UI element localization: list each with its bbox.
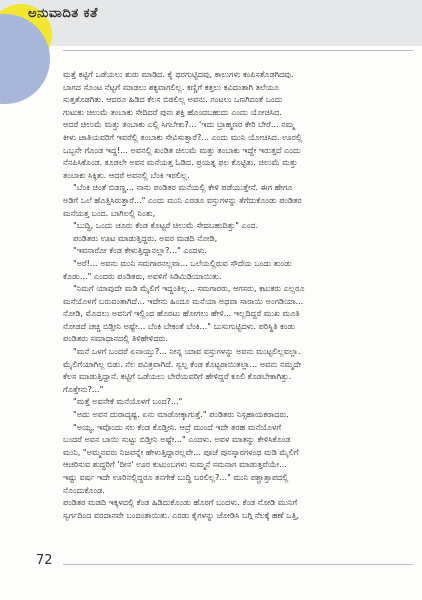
text-line: ಪಂಡಿತರ ಮಡದಿ ಇಕ್ಕಳದಲ್ಲಿ ಕೆಂಡ ಹಿಡಿದುಕೊಂಡು ಹೊರಗೆ ಬಂದಳು. ಕೆಂಡ ನೋಡಿ ಮುನಿಗೆ — [63, 497, 298, 508]
bottom-rule — [63, 564, 413, 565]
text-line: ನೆನಪಿಸಿಕೊಂಡ. ಕೂಡಲೇ ಅವನ ಮನೆಯತ್ತ ಓಡಿದ. ಪ್ರಯತ್ನ ಫಲ ಕೊಟ್ಟಿತು. ಚಿಲುಮೆ ಮತ್ತು — [63, 157, 298, 168]
text-line: ಇಷ್ಟು ವರ್ಷ ಇದೇ ಊರಿನಲ್ಲಿದ್ದರೂ ತನಗೇಕೆ ಬುದ್ಧಿ ಬರಲಿಲ್ಲ?..." ಮುನಿ ಪಶ್ಚಾತ್ತಾಪದಲ್ಲಿ — [63, 472, 289, 482]
text-line: ಆಚರಿಸುವ ಶುದ್ಧರಿಗೆ 'ದೀನ' ಊರ ಕುಟುಂಬಗಳು ಸುಮ್ಮನೆ ಸಮನಾಗ ಮಾಡುತ್ತವೆಯೇ... — [63, 459, 287, 470]
text-line: ಕೊಡು..." ಎಂದರು ಪಂಡಿತರು, ಅವಳಿಗೆ ಸಿಡಿಮಿಡಿಯಾಯಿತು. — [63, 270, 222, 281]
text-line: ಅಡಿಗೆ ಒಲೆ ಹೊತ್ತಿಸಿರುತ್ತಾರೆ..." ಎಂದು ಮುನಿ ಎರಡೂ ವಸ್ತುಗಳನ್ನು ತೆಗೆದುಕೊಂಡು ಪಂಡಿತರ — [63, 194, 302, 205]
text-line: "ಬುದ್ಧಿ, ಒಂದು ಚೂರು ಕೆಂಡ ಕೊಟ್ಟರೆ ಚಿಲುಮೆ ಸೇದಬಹುದಿತ್ತು" ಎಂದ. — [73, 220, 259, 231]
text-line: ಆದರೆ ಚಿಲುಮೆ ಮತ್ತು ತಂಬಾಕು ಎಲ್ಲಿ ಸಿಗಬೇಕು?... 'ಇದು ಬ್ರಾಹ್ಮಣರ ಕೇರಿ ಬೇರೆ... ನಮ್ಮ — [63, 119, 295, 130]
text-line: ಒಬ್ಬನೇ ಗೊಂಡ ಇದ್ದ!... ಅವನಲ್ಲಿ ಖಂಡಿತ ಚಿಲುಮೆ ಮತ್ತು ತಂಬಾಕು ಇದ್ದೇ ಇರುತ್ತದೆ ಎಂದು — [63, 144, 301, 155]
text-line: ಮತ್ತೆ ಕಟ್ಟಿಗೆ ಒಡೆಯಲು ಶುರು ಮಾಡಿದ. ಕೈ ಥರಗುಟ್ಟಿದವು, ಕಾಲುಗಳು ಕಂಪಿಸತೊಡಗಿದವು. — [63, 69, 294, 79]
text-line: "ಅಯ್ಯ, ಇವೊಂದು ಸಲ ಕೆಂಡ ಕೊಡ್ತೀನಿ. ಆದ್ರೆ ಮುಂದೆ ಇದೇ ತರಹ ಮನೆಯೊಳಗೆ — [73, 421, 282, 432]
text-line: ನೊಂದುಕೊಂಡ. — [63, 484, 105, 495]
text-line: ನೋಡದೆ ಚಚ್ಚಿ ಬಿಡ್ತೀನಿ ಅಷ್ಟೇ... ಬೆಂಕಿ ಬೇಕಂತೆ ಬೆಂಕಿ..." ಬುಸುಗುಟ್ಟಿದಳು. ಪರಿಸ್ಥಿತಿ ಕಂಡು — [63, 320, 296, 331]
text-line: ಮನೆಯೊಳಗೆ ಬರುವಂತಾಗಿದೆ... ಇದೇನು ಹಿಂದೂ ಮನೆಯಾ ಅಥವಾ ಸಾರಾಯಿ ಅಂಗಡಿಯಾ... — [63, 295, 304, 306]
text-line: ಮೈಲಿಗೆಯಾಗಿಲ್ಲ ಬಿಡು. ನೆಲ ಪವಿತ್ರವಾಗಿದೆ. ಸ್ವಲ್ಪ ಕೆಂಡ ಕೊಟ್ಟರಾಯಿತಲ್ಲಾ... ಅವನು ನಮ್ಮದೇ — [63, 358, 302, 369]
text-line: ತಂಬಾಕು ಸಿಕ್ಕಿತು. ಆದರೆ ಅವನಲ್ಲಿ ಬೆಂಕಿ ಇರಲಿಲ್ಲ. — [63, 169, 190, 180]
text-line: ಕೀಳು ಜಾತಿಯವರಿಗೆ ಇವರೆಲ್ಲಿ ತಂಬಾಕು ಸೇವಿಸುತ್ತಾರೆ?... ಎಂದು ಮುನಿ ಯೋಚಿಸಿದ. ಊರಲ್ಲಿ — [63, 131, 303, 142]
text-line: "ಮನೆ ಒಳಗೆ ಬಂದರೆ ಏನಾಯ್ತು?... ನೀನ್ನ ಯಾವ ವಸ್ತುಗಳನ್ನು ಅವನು ಮುಟ್ಟಲಿಲ್ಲವಲ್ಲಾ. — [73, 346, 301, 357]
text-line: ಗುಟುಕು ಚಿಲುಮೆ ತಂಬಾಕು ಸೇದಿದರೆ ಪುನಃ ಶಕ್ತಿ ಹೊಂದಬಹುದು ಎಂದು ಯೋಚಿಸಿದ. — [63, 106, 282, 117]
text-line: ಗೊತ್ತೇನು?..." — [63, 383, 104, 394]
text-line: ಕೆಲಸ ಮಾಡುತ್ತಿದ್ದಾನೆ. ಕಟ್ಟಿಗೆ ಒಡೆಯಲು ಬೇರೆಯವರಿಗೆ ಹೇಳಿದ್ದರೆ ಕೂಲಿ ಕೊಡಬೇಕಾಗಿತ್ತು. — [63, 371, 292, 382]
text-line: ಬಂದರೆ ಅವನ ಬಾಯಿ ಸುಟ್ಟು ಬಿಡ್ತೀನಿ ಅಷ್ಟೇ..." ಎಂದಳು. ಅವಳ ಮಾತನ್ನು ಕೇಳಿಸಿಕೊಂಡ — [63, 434, 291, 445]
text-line: ಸುತ್ತತೊಡಗಿತು. ಆದರೂ ಹಿಡಿದ ಕೆಲಸ ಬಿಡಲಿಲ್ಲ ಅವನು. ಗಂಟಲು ಒಣಗಿದಂತೆ ಒಂದು — [63, 94, 283, 105]
text-line: ಬಾಗದ ಸೊಂಟ ನೆಟ್ಟಗೆ ಮಾಡಲು ಶಕ್ಯವಾಗಲಿಲ್ಲ. ಕಣ್ಣಿಗೆ ಕತ್ತಲು ಕವಿದಂತಾಗಿ ತಲೆಯೂ — [63, 81, 280, 92]
text-line: ಮನೆಯತ್ತ ಬಂದ. ಬಾಗಿಲಲ್ಲಿ ನಿಂತು, — [63, 207, 156, 218]
text-line: ಪಂಡಿತರು ಊಟ ಮಾಡುತ್ತಿದ್ದರು. ಅವರ ಮಡದಿ ನೋಡಿ, — [73, 232, 218, 243]
text-line: "ಅರೆ!... ಅವನು ಮುನಿ ಸಮಗಾರನಲ್ಲವಾ... ಒಲೆಯಲ್ಲಿರುವ ಸೌದೆಯ ಒಂದು ತುಂಡು — [73, 257, 292, 268]
top-rule — [63, 50, 413, 51]
text-line: ಸ್ವರ್ಗದಿಂದ ವರದಾನವೇ ಬಂದಂತಾಯಿತು. ಎರಡು ಕೈಗಳನ್ನು ಜೋಡಿಸಿ ಬಗ್ಗಿ ನೆಲಕ್ಕೆ ಹಣೆ ಒತ್ತಿ, — [63, 509, 300, 520]
text-line: "ಬೆಂಕಿ ಚಿಂತೆ ಬಿಡಣ್ಣ... ನಾನು ಪಂಡಿತರ ಮನೆಯಲ್ಲಿ ಕೇಳಿ ಪಡೆಯುತ್ತೇನೆ. ಈಗ ಹೇಗೂ — [73, 182, 293, 193]
text-line: ಮುನಿ, "ಅಮ್ಮನವರು ನಿಜವನ್ನೇ ಹೇಳುತ್ತಿದ್ದಾರಲ್ಲವೇ... ಪೂಜೆ ಪುನಸ್ಕಾರಗಳಂಥ ಮಡಿ ಮೈಲಿಗೆ — [63, 446, 299, 457]
text-line: "ನಿಮಗೆ ಯಾವುದೇ ಮಡಿ ಮೈಲಿಗೆ ಇದ್ದಂತಿಲ್ಲ... ಸಮಗಾರರು, ಆಗಸರು, ಕಟುಕರು ಎಲ್ಲರೂ — [73, 283, 305, 294]
section-title: ಅನುವಾದಿತ ಕತೆ — [28, 6, 98, 21]
story-body — [63, 68, 413, 521]
text-line: "ಅದು ಅವನ ದುರಾದೃಷ್ಟ. ಏನು ಮಾಡೋಕ್ಕಾಗುತ್ತೆ." ಪಂಡಿತರು ನಿಸ್ಸಹಾಯಕರಾದರು. — [73, 409, 289, 420]
text-line: "ಮತ್ತೆ ಅವನೇಕೆ ಮನೆಯೊಳಗೆ ಬಂದ?..." — [73, 396, 183, 407]
text-line: ನೋಡಿ, ಮೊದಲು ಅವನಿಗೆ ಇಲ್ಲಿಂದ ಹೊರಟು ಹೋಗಲು ಹೇಳಿ... ಇಲ್ಲದಿದ್ದರೆ ಮುಖ ಮೂತಿ — [63, 308, 300, 319]
text-line: "ಇವನಾರೋ ಕೆಂಡ ಕೇಳುತ್ತಿದ್ದಾನಲ್ಲಾ?..." ಎಂದಳು. — [73, 245, 207, 256]
text-line: ಪಂಡಿತರು ಸಮಾಧಾನದಲ್ಲಿ ತಿಳಿಹೇಳಿದರು. — [63, 333, 168, 344]
page-number: 72 — [36, 553, 53, 568]
